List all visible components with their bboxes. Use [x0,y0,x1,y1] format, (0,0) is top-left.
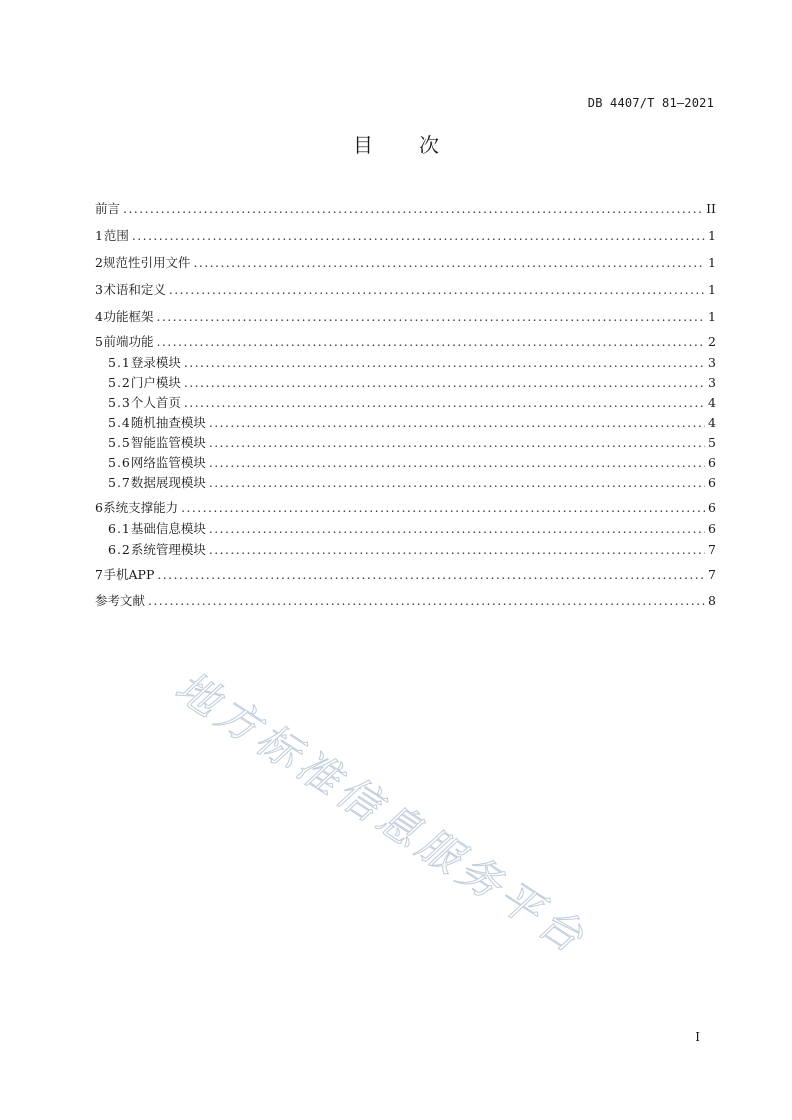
toc-leader-dots [132,226,705,246]
toc-entry-number: 5.5 [108,435,131,450]
toc-entry[interactable] [108,433,716,453]
toc-leader-dots [209,473,705,493]
toc-entry[interactable] [95,307,716,327]
toc-entry-label: 网络监管模块 [130,455,206,470]
toc-entry-label: 功能框架 [103,309,154,324]
toc-leader-dots [157,332,706,352]
toc-leader-dots [209,519,705,539]
toc-leader-dots [184,373,705,393]
toc-entry-page: 6 [708,475,716,490]
toc-entry-page: 7 [708,542,716,557]
toc-entry[interactable] [95,226,716,246]
toc-entry[interactable] [95,498,716,518]
toc-entry[interactable] [108,373,716,393]
toc-entry-label: 系统管理模块 [130,542,206,557]
toc-entry-number: 1 [95,228,103,243]
page-number: I [695,1030,700,1044]
toc-entry-label: 门户模块 [130,375,181,390]
toc-entry[interactable] [95,591,716,611]
toc-leader-dots [123,199,703,219]
toc-entry[interactable] [108,473,716,493]
toc-leader-dots [157,565,705,585]
toc-entry-number: 4 [95,309,103,324]
toc-leader-dots [157,307,706,327]
toc-entry[interactable] [108,453,716,473]
toc-entry-page: 3 [708,355,716,370]
page-title [0,129,792,158]
toc-entry-number: 7 [95,567,103,582]
toc-entry-page: 1 [708,282,716,297]
toc-entry-number: 2 [95,255,103,270]
toc-entry-label: 智能监管模块 [130,435,206,450]
toc-entry-page: 2 [708,334,716,349]
document-code: DB 4407/T 81—2021 [587,96,714,110]
toc-entry-label: 系统支撑能力 [103,500,179,515]
toc-entry-label: 前言 [95,201,121,216]
toc-entry-page: 3 [708,375,716,390]
toc-entry-label: 规范性引用文件 [102,255,191,270]
toc-entry-label: 基础信息模块 [130,521,206,536]
title-char-1: 目 [353,133,373,157]
toc-entry-page: II [706,201,716,216]
toc-leader-dots [184,353,705,373]
toc-entry-label: 数据展现模块 [130,475,206,490]
toc-entry-number: 5.3 [108,395,131,410]
toc-entry-number: 6.2 [108,542,131,557]
title-char-2: 次 [419,133,439,157]
toc-entry-page: 7 [708,567,716,582]
toc-entry-number: 5.6 [108,455,131,470]
toc-leader-dots [209,413,705,433]
toc-leader-dots [184,393,705,413]
toc-entry-label: 术语和定义 [103,282,166,297]
toc-entry-page: 1 [708,228,716,243]
watermark: 地方标准信息服务平台 [166,661,597,965]
toc-entry-label: 随机抽查模块 [130,415,206,430]
toc-entry-number: 5.1 [108,355,131,370]
toc-entry[interactable] [95,565,716,585]
toc-entry[interactable] [108,413,716,433]
toc-entry-page: 4 [708,415,716,430]
toc-entry[interactable] [108,519,716,539]
toc-entry-page: 8 [708,593,716,608]
toc-entry[interactable] [108,353,716,373]
toc-entry-number: 5 [95,334,103,349]
toc-entry-page: 1 [708,255,716,270]
toc-entry-label: 前端功能 [103,334,154,349]
toc-entry-page: 6 [708,500,716,515]
toc-entry-label: 手机APP [103,567,155,582]
toc-leader-dots [209,453,705,473]
toc-leader-dots [181,498,705,518]
toc-entry-number: 3 [95,282,103,297]
toc-entry-number: 5.4 [108,415,131,430]
toc-leader-dots [169,280,705,300]
toc-entry-label: 登录模块 [130,355,181,370]
toc-entry[interactable] [95,332,716,352]
toc-entry[interactable] [108,393,716,413]
toc-entry-number: 6 [95,500,103,515]
toc-entry-page: 1 [708,309,716,324]
toc-entry-label: 参考文献 [95,593,146,608]
toc-entry[interactable] [108,540,716,560]
toc-entry-page: 4 [708,395,716,410]
toc-entry-number: 5.2 [108,375,131,390]
toc-entry-number: 6.1 [108,521,131,536]
toc-entry-page: 5 [708,435,716,450]
toc-entry[interactable] [95,253,716,273]
toc-entry-page: 6 [708,455,716,470]
toc-leader-dots [209,540,705,560]
toc-entry[interactable] [95,199,716,219]
toc-entry-page: 6 [708,521,716,536]
toc-entry[interactable] [95,280,716,300]
toc-leader-dots [148,591,705,611]
toc-leader-dots [209,433,705,453]
toc-entry-number: 5.7 [108,475,131,490]
toc-entry-label: 范围 [103,228,129,243]
toc-entry-label: 个人首页 [130,395,181,410]
toc-leader-dots [193,253,705,273]
